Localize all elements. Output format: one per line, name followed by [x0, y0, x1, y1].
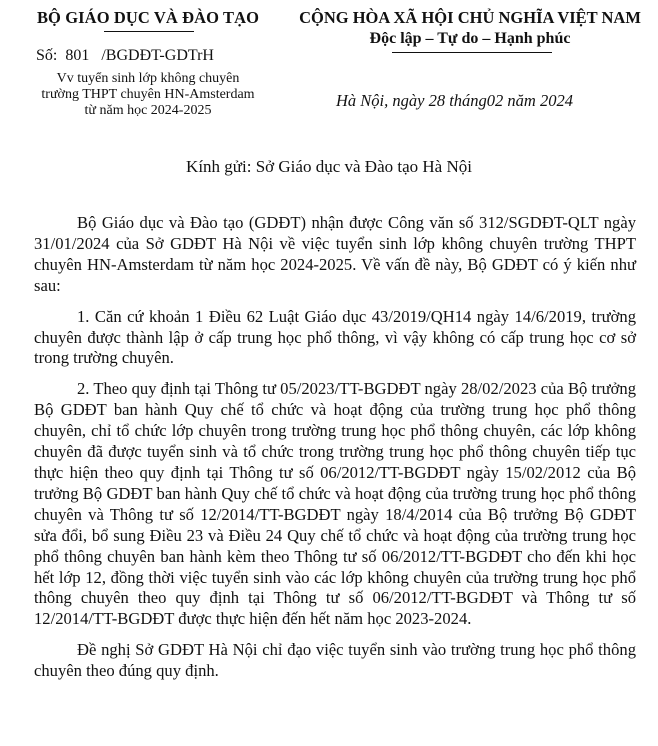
- issuing-authority: BỘ GIÁO DỤC VÀ ĐÀO TẠO: [36, 8, 260, 27]
- document-number: [36, 47, 214, 65]
- body-paragraph: Đề nghị Sở GDĐT Hà Nội chỉ đạo việc tuyển sinh vào trường trung học phổ thông chuyên theo đúng quy định.: [34, 640, 636, 681]
- subject-line: Vv tuyển sinh lớp không chuyên: [56, 71, 240, 86]
- authority-underline: [104, 31, 194, 32]
- body-paragraph: Bộ Giáo dục và Đào tạo (GDĐT) nhận được Công văn số 312/SGDĐT-QLT ngày 31/01/2024 của Sở GDĐT Hà Nội về việc tuyển sinh lớp không chuyên trường THPT chuyên HN-Amsterdam từ năm học 2024-2025. Về vấn đề này, Bộ GDĐT có ý kiến như sau:: [34, 213, 636, 295]
- body-paragraph: 1. Căn cứ khoản 1 Điều 62 Luật Giáo dục 43/2019/QH14 ngày 14/6/2019, trường chuyên được thành lập ở cấp trung học phổ thông, vì vậy không có cấp trung học cơ sở trong trường chuyên.: [34, 306, 636, 368]
- motto-underline: [392, 52, 552, 53]
- document-number-label: Số:: [36, 47, 58, 64]
- document-code: /BGDĐT-GDTrH: [101, 47, 214, 64]
- national-title: CỘNG HÒA XÃ HỘI CHỦ NGHĨA VIỆT NAM: [299, 8, 641, 27]
- body-paragraph: 2. Theo quy định tại Thông tư 05/2023/TT-BGDĐT ngày 28/02/2023 của Bộ trưởng Bộ GDĐT ban hành Quy chế tổ chức và hoạt động của trường trung học phổ thông chuyên, chỉ tổ chức lớp chuyên trong trường trung học phổ thông chuyên, các lớp không chuyên đã được tuyển sinh và tổ chức trong trường trung học phổ thông chuyên tiếp tục thực hiện theo quy định tại Thông tư số 06/2012/TT-BGDĐT ngày 15/02/2012 của Bộ trưởng Bộ GDĐT ban hành Quy chế tổ chức và hoạt động của trường trung học phổ thông chuyên và Thông tư số 12/2014/TT-BGDĐT ngày 18/4/2014 của Bộ trưởng Bộ GDĐT sửa đổi, bổ sung Điều 23 và Điều 24 Quy chế tổ chức và hoạt động của trường trung học phổ thông chuyên ban hành kèm theo Thông tư số 06/2012/TT-BGDĐT cho đến khi học hết lớp 12, đồng thời việc tuyển sinh vào các lớp không chuyên của trường trung học phổ thông chuyên theo quy định tại Thông tư số 06/2012/TT-BGDĐT và Thông tư số 12/2014/TT-BGDĐT được thực hiện đến hết năm học 2023-2024.: [34, 379, 636, 629]
- document-body: [34, 213, 636, 692]
- subject-line: từ năm học 2024-2025: [84, 103, 212, 118]
- salutation: Kính gửi: Sở Giáo dục và Đào tạo Hà Nội: [186, 157, 472, 176]
- national-motto: Độc lập – Tự do – Hạnh phúc: [369, 30, 571, 47]
- subject-line: trường THPT chuyên HN-Amsterdam: [41, 87, 255, 102]
- document-number-value: 801: [65, 47, 90, 64]
- document-subject: [30, 71, 266, 119]
- document-date: Hà Nội, ngày 28 tháng02 năm 2024: [336, 91, 573, 110]
